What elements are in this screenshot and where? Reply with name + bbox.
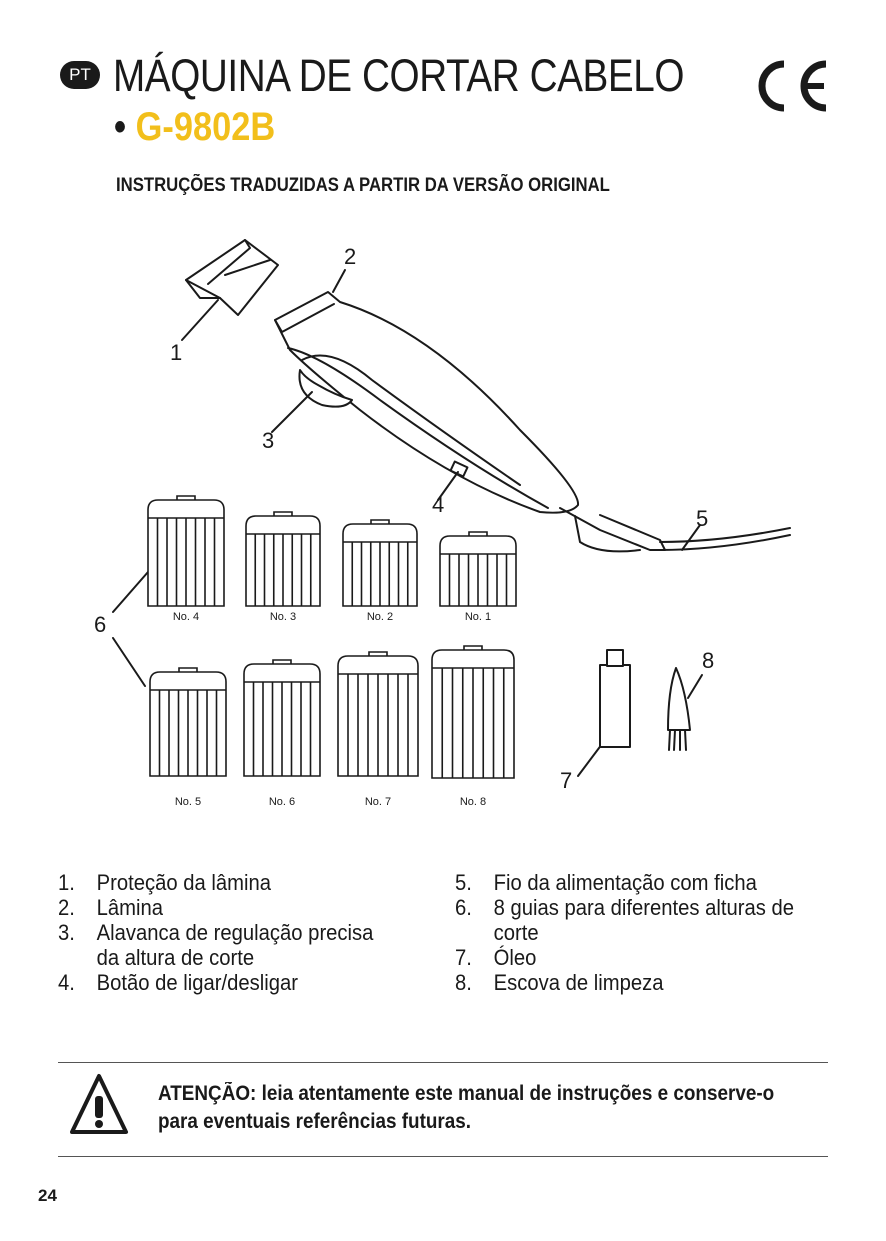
guide-label: No. 2 <box>366 611 394 623</box>
comb-guide <box>244 660 320 776</box>
part-number: 3. <box>58 920 75 945</box>
part-item <box>455 870 797 895</box>
callout-number: 5 <box>696 506 709 531</box>
ce-mark-icon <box>748 56 830 116</box>
part-label: Lâmina <box>96 895 164 920</box>
guide-label: No. 6 <box>268 796 296 808</box>
part-item <box>455 895 797 945</box>
part-number: 5. <box>455 870 472 895</box>
parts-list-left <box>58 870 420 995</box>
part-label: Escova de limpeza <box>493 970 664 995</box>
part-label: Óleo <box>493 945 537 970</box>
comb-guide <box>343 520 417 606</box>
part-number: 2. <box>58 895 75 920</box>
comb-guides <box>148 496 516 808</box>
callout-number: 7 <box>560 768 573 793</box>
callout-number: 2 <box>344 244 357 269</box>
language-badge: PT <box>60 61 100 89</box>
part-label: Botão de ligar/desligar <box>96 970 299 995</box>
oil-bottle-drawing <box>600 650 630 747</box>
callout-number: 4 <box>432 492 445 517</box>
part-number: 7. <box>455 945 472 970</box>
part-item <box>58 870 391 895</box>
guide-label: No. 5 <box>174 796 202 808</box>
part-label: Fio da alimentação com ficha <box>493 870 757 895</box>
parts-list-right <box>455 870 827 995</box>
part-number: 6. <box>455 895 472 920</box>
part-label: 8 guias para diferentes alturas de corte <box>493 895 795 945</box>
model-line <box>114 105 275 150</box>
part-item <box>455 945 797 970</box>
cleaning-brush-drawing <box>668 668 690 750</box>
page-title: MÁQUINA DE CORTAR CABELO <box>113 50 685 101</box>
callout-number: 6 <box>94 612 107 637</box>
part-label: Alavanca de regulação precisa da altura de corte <box>96 920 374 970</box>
callout-number: 3 <box>262 428 275 453</box>
warning-triangle-icon <box>68 1072 130 1136</box>
divider-bottom <box>58 1156 828 1157</box>
subtitle: INSTRUÇÕES TRADUZIDAS A PARTIR DA VERSÃO ORIGINAL <box>116 175 610 196</box>
guide-label: No. 7 <box>364 796 392 808</box>
callout-number: 8 <box>702 648 715 673</box>
comb-guide <box>148 496 224 606</box>
part-number: 8. <box>455 970 472 995</box>
model-bullet: • <box>114 105 127 149</box>
part-item <box>58 970 391 995</box>
comb-guide <box>440 532 516 606</box>
divider-top <box>58 1062 828 1063</box>
guide-label: No. 1 <box>464 611 492 623</box>
comb-guide <box>338 652 418 776</box>
warning-text: ATENÇÃO: leia atentamente este manual de instruções e conserve-o para eventuais referências futuras. <box>158 1082 775 1133</box>
clipper-drawing <box>275 292 790 551</box>
comb-guide <box>246 512 320 606</box>
guide-label: No. 8 <box>459 796 487 808</box>
blade-guard-drawing <box>186 240 278 315</box>
part-number: 4. <box>58 970 75 995</box>
comb-guide <box>432 646 514 778</box>
product-diagram <box>0 220 886 830</box>
part-item <box>58 920 391 970</box>
callout-number: 1 <box>170 340 183 365</box>
part-label: Proteção da lâmina <box>96 870 272 895</box>
part-item <box>58 895 391 920</box>
guide-label: No. 3 <box>269 611 297 623</box>
comb-guide <box>150 668 226 776</box>
guide-label: No. 4 <box>172 611 200 623</box>
part-number: 1. <box>58 870 75 895</box>
model-code: G-9802B <box>135 105 276 149</box>
part-item <box>455 970 797 995</box>
page-number: 24 <box>38 1186 57 1205</box>
